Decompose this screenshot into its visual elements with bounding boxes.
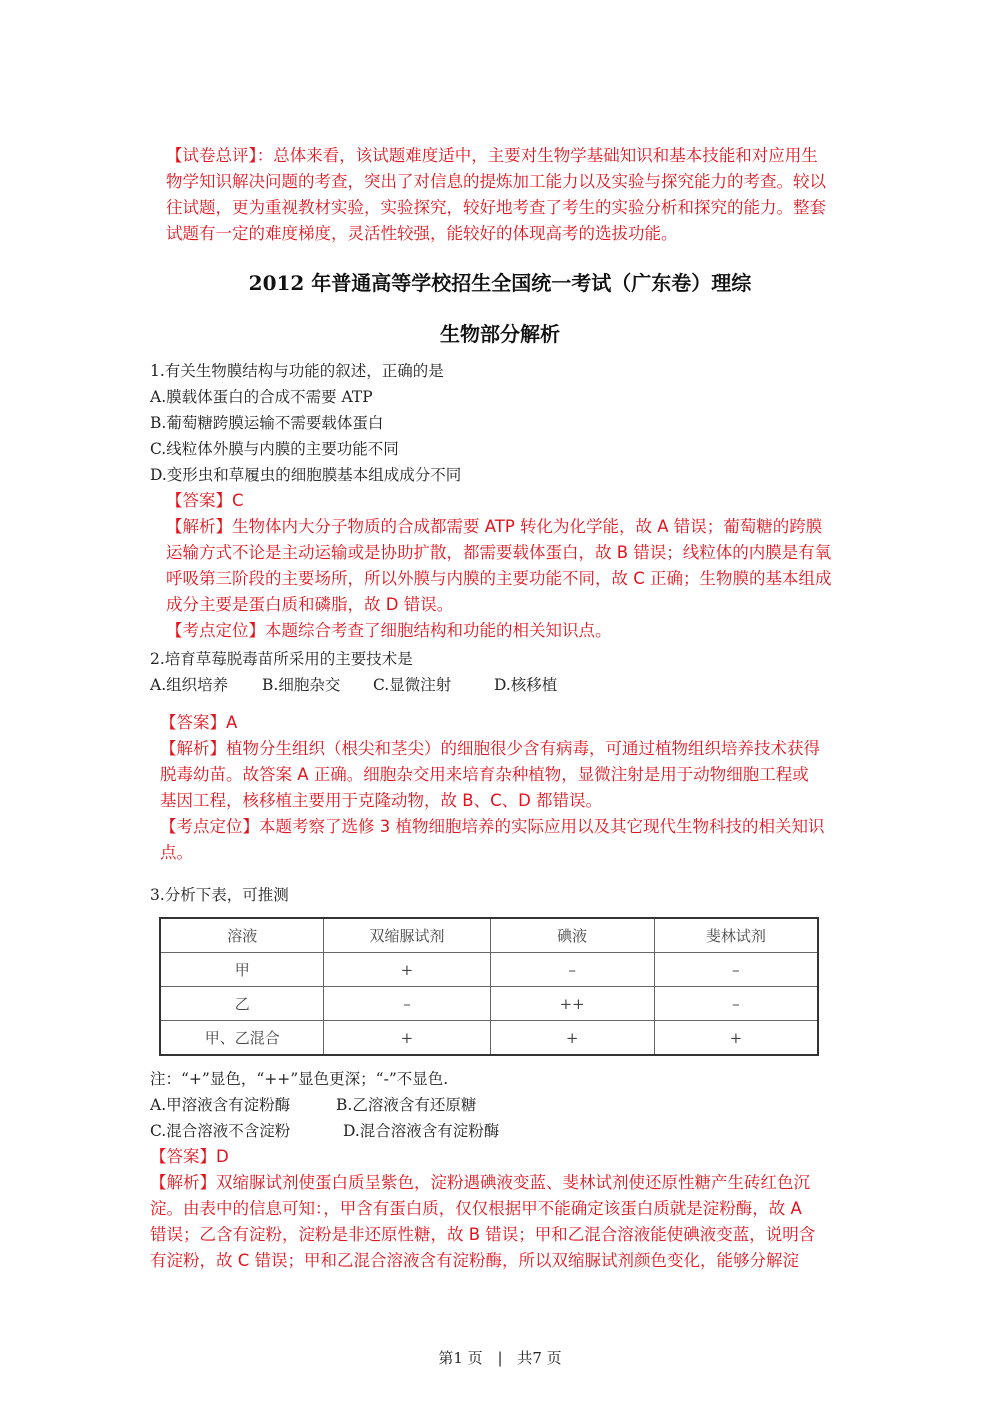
table-header-cell: 溶液	[160, 918, 324, 953]
q2-option-b: B.细胞杂交	[262, 676, 341, 694]
page-subtitle: 生物部分解析	[440, 322, 560, 346]
q3-analysis-1: 【解析】双缩脲试剂使蛋白质呈紫色，淀粉遇碘液变蓝、斐林试剂使还原性糖产生砖红色沉	[150, 1173, 810, 1192]
reagent-table	[159, 917, 819, 1056]
table-header-row	[160, 918, 818, 953]
q2-option-c: C.显微注射	[373, 676, 452, 694]
q1-analysis-1: 【解析】生物体内大分子物质的合成都需要 ATP 转化为化学能，故 A 错误；葡萄糖的跨膜	[166, 517, 823, 536]
table-header-cell: 双缩脲试剂	[324, 918, 490, 953]
summary-line-4: 试题有一定的难度梯度，灵活性较强，能较好的体现高考的选拔功能。	[166, 224, 678, 243]
table-cell: +	[490, 1021, 654, 1056]
q1-analysis-4: 成分主要是蛋白质和磷脂，故 D 错误。	[166, 595, 454, 614]
q2-answer: 【答案】A	[160, 713, 238, 732]
table-cell: +	[324, 1021, 490, 1056]
q3-option-c: C.混合溶液不含淀粉	[150, 1122, 291, 1140]
page-number: 第1 页	[438, 1349, 483, 1367]
q1-stem: 1.有关生物膜结构与功能的叙述，正确的是	[150, 362, 444, 380]
q2-analysis-2: 脱毒幼苗。故答案 A 正确。细胞杂交用来培育杂种植物，显微注射是用于动物细胞工程或	[160, 765, 809, 784]
table-cell: –	[654, 987, 818, 1021]
summary-line-3: 往试题，更为重视教材实验，实验探究，较好地考查了考生的实验分析和探究的能力。整套	[166, 198, 826, 217]
q1-analysis-2: 运输方式不论是主动运输或是协助扩散，都需要载体蛋白，故 B 错误；线粒体的内膜是有氧	[166, 543, 832, 562]
footer-separator: |	[497, 1349, 503, 1367]
q2-point-1: 【考点定位】本题考察了选修 3 植物细胞培养的实际应用以及其它现代生物科技的相关知识	[160, 817, 825, 836]
table-row	[160, 953, 818, 987]
table-cell: +	[324, 953, 490, 987]
q2-stem: 2.培育草莓脱毒苗所采用的主要技术是	[150, 650, 413, 668]
q1-option-a: A.膜载体蛋白的合成不需要 ATP	[150, 388, 373, 406]
q3-analysis-3: 错误；乙含有淀粉，淀粉是非还原性糖，故 B 错误；甲和乙混合溶液能使碘液变蓝，说明含	[150, 1225, 816, 1244]
summary-line-1: 【试卷总评】：总体来看，该试题难度适中，主要对生物学基础知识和基本技能和对应用生	[166, 146, 818, 165]
q1-option-d: D.变形虫和草履虫的细胞膜基本组成成分不同	[150, 466, 462, 484]
page-title: 2012 年普通高等学校招生全国统一考试（广东卷）理综	[248, 271, 752, 295]
table-row	[160, 1021, 818, 1056]
table-cell: 甲、乙混合	[160, 1021, 324, 1056]
q2-option-d: D.核移植	[494, 676, 558, 694]
q2-analysis-3: 基因工程，核移植主要用于克隆动物，故 B、C、D 都错误。	[160, 791, 603, 810]
q1-analysis-3: 呼吸第三阶段的主要场所，所以外膜与内膜的主要功能不同，故 C 正确；生物膜的基本组成	[166, 569, 832, 588]
table-cell: –	[324, 987, 490, 1021]
q3-note: 注：“+”显色，“++”显色更深；“-”不显色.	[150, 1070, 449, 1088]
q2-option-a: A.组织培养	[150, 676, 229, 694]
q3-analysis-4: 有淀粉，故 C 错误；甲和乙混合溶液含有淀粉酶，所以双缩脲试剂颜色变化，能够分解淀	[150, 1251, 800, 1270]
page-total: 共7 页	[517, 1349, 562, 1367]
table-cell: +	[654, 1021, 818, 1056]
table-cell: –	[490, 953, 654, 987]
q1-option-b: B.葡萄糖跨膜运输不需要载体蛋白	[150, 414, 384, 432]
q2-point-2: 点。	[160, 843, 193, 862]
table-row	[160, 987, 818, 1021]
summary-line-2: 物学知识解决问题的考查，突出了对信息的提炼加工能力以及实验与探究能力的考查。较以	[166, 172, 826, 191]
q2-analysis-1: 【解析】植物分生组织（根尖和茎尖）的细胞很少含有病毒，可通过植物组织培养技术获得	[160, 739, 820, 758]
table-header-cell: 碘液	[490, 918, 654, 953]
q3-option-b: B.乙溶液含有还原糖	[336, 1096, 477, 1114]
table-header-cell: 斐林试剂	[654, 918, 818, 953]
table-cell: –	[654, 953, 818, 987]
q3-stem: 3.分析下表，可推测	[150, 886, 289, 904]
table-cell: 甲	[160, 953, 324, 987]
page-footer	[0, 1347, 1000, 1368]
q3-option-a: A.甲溶液含有淀粉酶	[150, 1096, 291, 1114]
q3-analysis-2: 淀。由表中的信息可知：，甲含有蛋白质，仅仅根据甲不能确定该蛋白质就是淀粉酶，故 A	[150, 1199, 802, 1218]
q1-option-c: C.线粒体外膜与内膜的主要功能不同	[150, 440, 399, 458]
table-cell: ++	[490, 987, 654, 1021]
q3-answer: 【答案】D	[150, 1147, 229, 1166]
q1-point: 【考点定位】本题综合考查了细胞结构和功能的相关知识点。	[166, 621, 612, 640]
q1-answer: 【答案】C	[166, 491, 244, 510]
q3-option-d: D.混合溶液含有淀粉酶	[343, 1122, 500, 1140]
table-cell: 乙	[160, 987, 324, 1021]
